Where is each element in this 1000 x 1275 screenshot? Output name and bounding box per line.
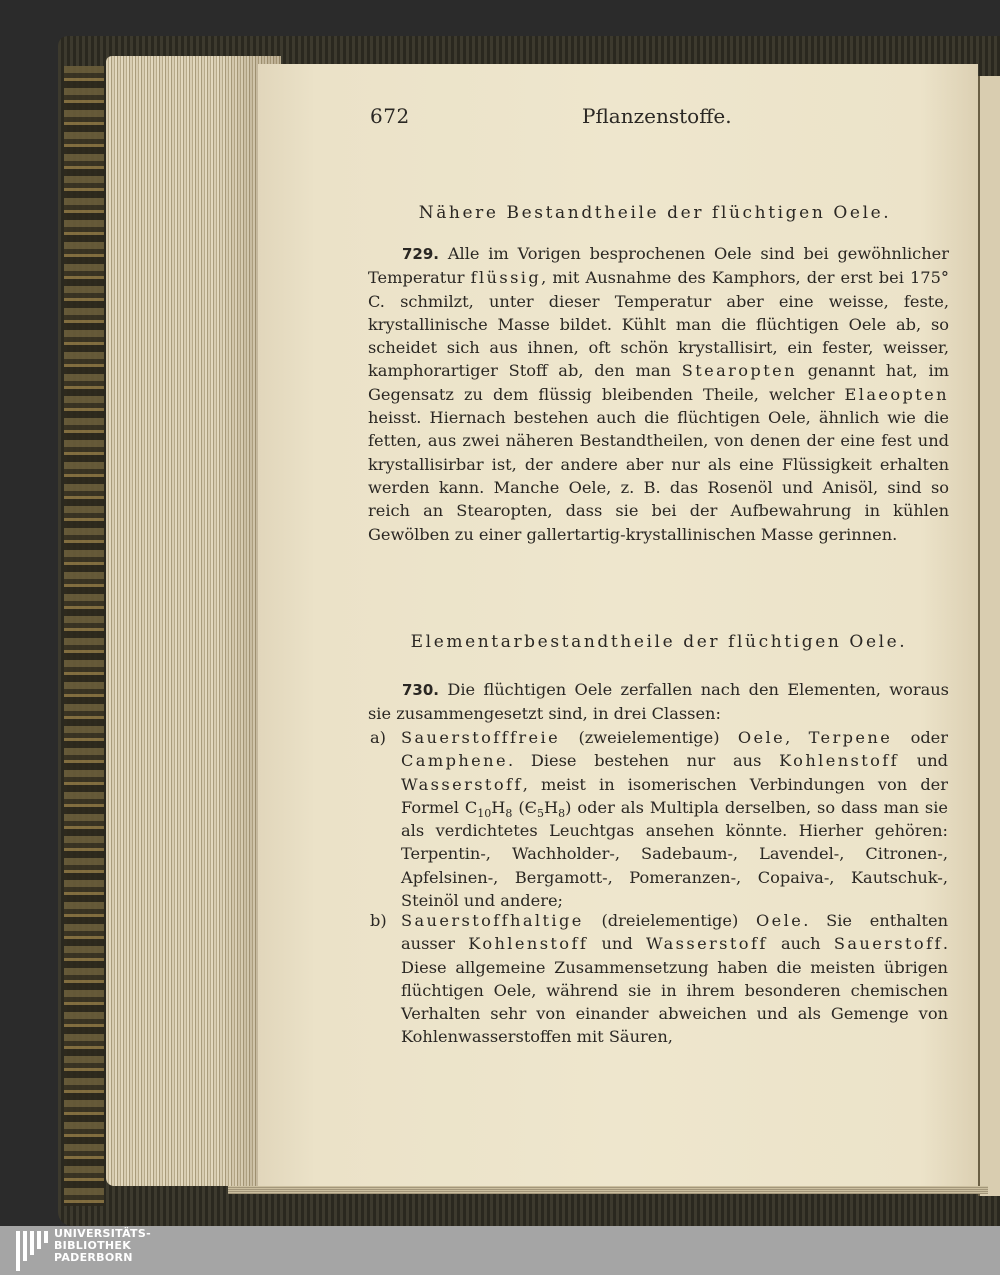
- paragraph-text: Die flüchtigen Oele zerfallen nach den Elementen, woraus sie zusammengesetzt sind, in drei Classen:: [368, 680, 949, 724]
- library-name-line: UNIVERSITÄTS-: [54, 1227, 151, 1240]
- item-text: oder: [892, 728, 948, 747]
- library-name: [54, 1228, 151, 1264]
- library-logo-icon: [14, 1229, 50, 1273]
- item-text: . Diese bestehen nur aus: [507, 751, 780, 771]
- formula-subscript: 8: [505, 807, 513, 821]
- emphasis-text: flüssig: [470, 268, 542, 288]
- paragraph-text: Alle im Vorigen besprochenen Oele sind bei gewöhnlicher Temperatur: [368, 244, 949, 288]
- emphasis-text: Sauerstoffhaltige: [401, 911, 584, 930]
- paragraph-730: [368, 678, 949, 726]
- paragraph-text: heisst. Hiernach bestehen auch die flüchtigen Oele, ähnlich wie die fetten, aus zwei näheren Bestandtheilen, von denen der eine fest und krystallisirbar ist, der andere aber nur als eine Flüssigkeit erhalten werden kann. Manche Oele, z. B. das Rosenöl und Anisöl, sind so reich an Stearopten, dass sie bei der Aufbewahrung in kühlen Gewölben zu einer gallertartig-krystallinischen Masse gerinnen.: [368, 408, 949, 544]
- list-item: [370, 726, 948, 912]
- emphasis-text: Sauerstoff: [833, 934, 943, 954]
- list-marker: a): [370, 728, 386, 747]
- emphasis-text: Elaeopten: [844, 384, 949, 404]
- item-text: oder als Multipla derselben, so dass man sie als verdichtetes Leuchtgas ansehen könnte. Hierher gehören: Terpentin-, Wachholder-, Sadebaum-, Lavendel-, Citronen-, Apfelsinen-, Bergamott-, Pomeranzen-, Copaiva-, Kautschuk-, Steinöl und andere;: [401, 797, 948, 911]
- formula-paren: ): [565, 797, 572, 817]
- formula-subscript: 8: [558, 807, 566, 821]
- running-title: Pflanzenstoffe.: [582, 104, 732, 128]
- item-text: (dreielementige): [583, 911, 757, 930]
- library-name-line: BIBLIOTHEK: [54, 1239, 132, 1252]
- paragraph-729: [368, 242, 949, 546]
- emphasis-text: Sauerstofffreie: [401, 728, 561, 747]
- item-text: (zweielementige): [560, 728, 738, 747]
- item-text: und: [899, 751, 949, 771]
- section-heading-1: Nähere Bestandtheile der flüchtigen Oele.: [418, 203, 892, 223]
- emphasis-text: Kohlenstoff: [779, 751, 900, 771]
- item-text: . Sie enthalten ausser: [401, 911, 948, 954]
- formula-element: Є: [524, 797, 538, 817]
- library-name-line: PADERBORN: [54, 1251, 133, 1264]
- facing-page-edge: [978, 76, 1000, 1196]
- emphasis-text: Terpene: [808, 728, 893, 747]
- formula-element: C: [464, 797, 478, 817]
- emphasis-text: Wasserstoff: [401, 774, 523, 794]
- paragraph-number: 730.: [402, 681, 440, 699]
- chemical-formula: [464, 797, 572, 821]
- page-number: 672: [370, 104, 410, 128]
- book-spine-edge: [64, 66, 104, 1206]
- class-list-item-b: [370, 909, 948, 1049]
- emphasis-text: Oele: [756, 911, 804, 930]
- section-heading-2: Elementarbestandtheile der flüchtigen Oele.: [410, 632, 908, 652]
- emphasis-text: Wasserstoff: [645, 934, 768, 954]
- list-marker: b): [370, 911, 387, 930]
- page-stack-edge: [106, 56, 281, 1186]
- emphasis-text: Stearopten: [681, 361, 797, 381]
- item-text: . Diese allgemeine Zusammensetzung haben die meisten übrigen flüchtigen Oele, während sie in ihrem besonderen chemischen Verhalten sehr von einander abweichen und als Gemenge von Kohlenwasserstoffen mit Säuren,: [401, 934, 949, 1047]
- formula-subscript: 5: [537, 807, 545, 821]
- formula-element: H: [544, 797, 559, 817]
- item-text: ,: [785, 728, 809, 747]
- paragraph-text: , mit Ausnahme des Kamphors, der erst bei 175° C. schmilzt, unter dieser Temperatur aber eine weisse, feste, krystallinische Masse bildet. Kühlt man die flüchtigen Oele ab, so scheidet sich aus ihnen, oft schön krystallisirt, ein fester, weisser, kamphorartiger Stoff ab, den man: [368, 268, 949, 381]
- class-list-item-a: [370, 726, 948, 912]
- item-text: auch: [767, 934, 834, 954]
- emphasis-text: Oele: [737, 728, 786, 747]
- list-item: [370, 909, 948, 1049]
- paragraph-text: genannt hat, im Gegensatz zu dem flüssig bleibenden Theile, welcher: [368, 361, 949, 404]
- running-head: [0, 104, 1000, 134]
- formula-subscript: 10: [477, 807, 492, 821]
- formula-element: H: [491, 797, 506, 817]
- emphasis-text: Kohlenstoff: [468, 934, 589, 954]
- emphasis-text: Camphene: [401, 751, 508, 771]
- paragraph-number: 729.: [402, 245, 440, 263]
- item-text: , meist in isomerischen Verbindungen von der Formel: [401, 774, 948, 817]
- item-text: und: [588, 934, 646, 954]
- formula-paren: (: [512, 797, 525, 817]
- page-bottom-edge: [228, 1186, 988, 1194]
